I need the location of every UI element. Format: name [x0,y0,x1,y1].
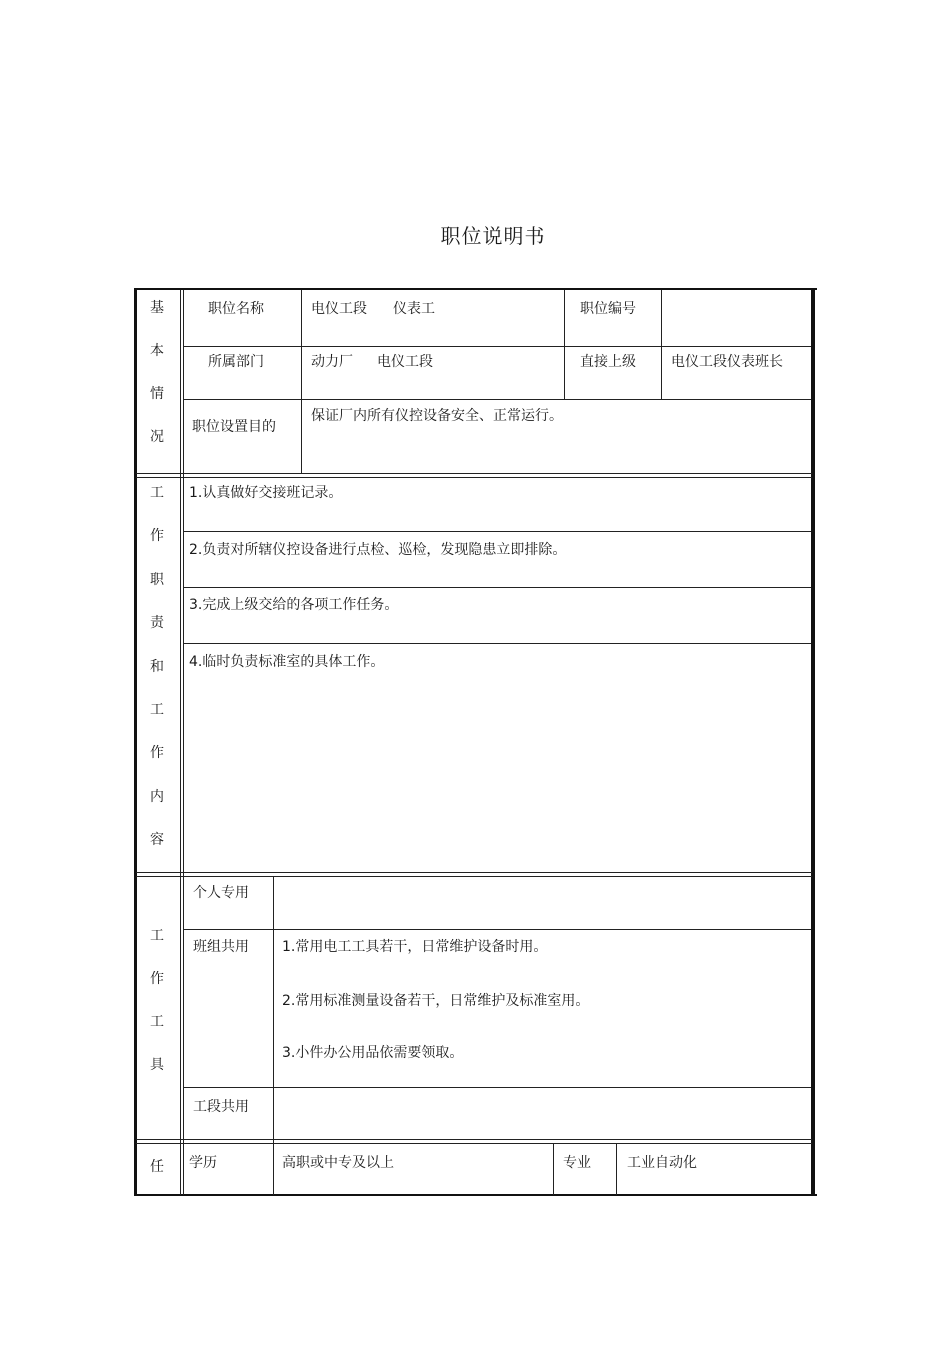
duty-item: 3.完成上级交给的各项工作任务。 [189,597,399,613]
section-label-char: 基 [150,300,164,316]
section-label-char: 作 [150,745,164,761]
duty-item: 2.负责对所辖仪控设备进行点检、巡检，发现隐患立即排除。 [189,542,567,558]
section-divider [136,1143,812,1144]
table-border-bottom [134,1194,817,1196]
position-name-value: 电仪工段 [311,301,367,317]
major-label: 专业 [563,1155,591,1171]
section-label-char: 工 [150,1014,164,1030]
personal-tools-label: 个人专用 [193,885,249,901]
col-divider [661,290,662,400]
section-label-char: 具 [150,1057,164,1073]
team-tool-item: 3.小件办公用品依需要领取。 [282,1045,464,1061]
department-value: 动力厂 [311,354,353,370]
col-divider [616,1144,617,1195]
row-divider [183,643,811,644]
team-tool-item: 1.常用电工工具若干，日常维护设备时用。 [282,939,548,955]
position-name-value: 仪表工 [393,301,435,317]
team-tool-item: 2.常用标准测量设备若干，日常维护及标准室用。 [282,993,590,1009]
section-label-char: 作 [150,528,164,544]
section-divider [136,473,812,474]
major-value: 工业自动化 [627,1155,697,1171]
section-divider [136,477,812,478]
duty-item: 1.认真做好交接班记录。 [189,485,343,501]
section-divider [136,876,812,877]
row-divider [183,531,811,532]
superior-label: 直接上级 [580,354,636,370]
position-code-label: 职位编号 [580,301,636,317]
section-label-char: 本 [150,343,164,359]
section-label-char: 责 [150,615,164,631]
section-label-char: 作 [150,971,164,987]
section-label-char: 工 [150,928,164,944]
superior-value: 电仪工段仪表班长 [671,354,783,370]
duty-item: 4.临时负责标准室的具体工作。 [189,654,385,670]
section-label-char: 工 [150,702,164,718]
table-border-right [811,288,815,1196]
col-divider [273,877,274,1195]
section-shared-tools-label: 工段共用 [193,1099,249,1115]
section-label-char: 职 [150,572,164,588]
document-title: 职位说明书 [440,224,546,248]
label-column-divider [180,290,181,1195]
purpose-value: 保证厂内所有仪控设备安全、正常运行。 [311,408,563,424]
table-border-top [134,288,817,290]
position-name-label: 职位名称 [208,301,264,317]
col-divider [553,1144,554,1195]
section-label-char: 容 [150,832,164,848]
section-label-char: 工 [150,485,164,501]
department-value: 电仪工段 [377,354,433,370]
row-divider [183,929,811,930]
section-divider [136,872,812,873]
education-label: 学历 [189,1155,217,1171]
department-label: 所属部门 [208,354,264,370]
section-divider [136,1139,812,1140]
section-label-char: 况 [150,429,164,445]
row-divider [183,587,811,588]
section-label-char: 情 [150,386,164,402]
col-divider [301,290,302,474]
team-tools-label: 班组共用 [193,939,249,955]
section-qualification-label: 任 [150,1159,164,1175]
section-label-char: 内 [150,789,164,805]
section-label-char: 和 [150,659,164,675]
row-divider [183,1087,811,1088]
row-divider [183,346,811,347]
table-border-left [134,288,137,1196]
purpose-label: 职位设置目的 [192,419,276,435]
row-divider [183,399,811,400]
col-divider [564,290,565,400]
label-column-divider-inner [183,290,184,1195]
education-value: 高职或中专及以上 [282,1155,394,1171]
